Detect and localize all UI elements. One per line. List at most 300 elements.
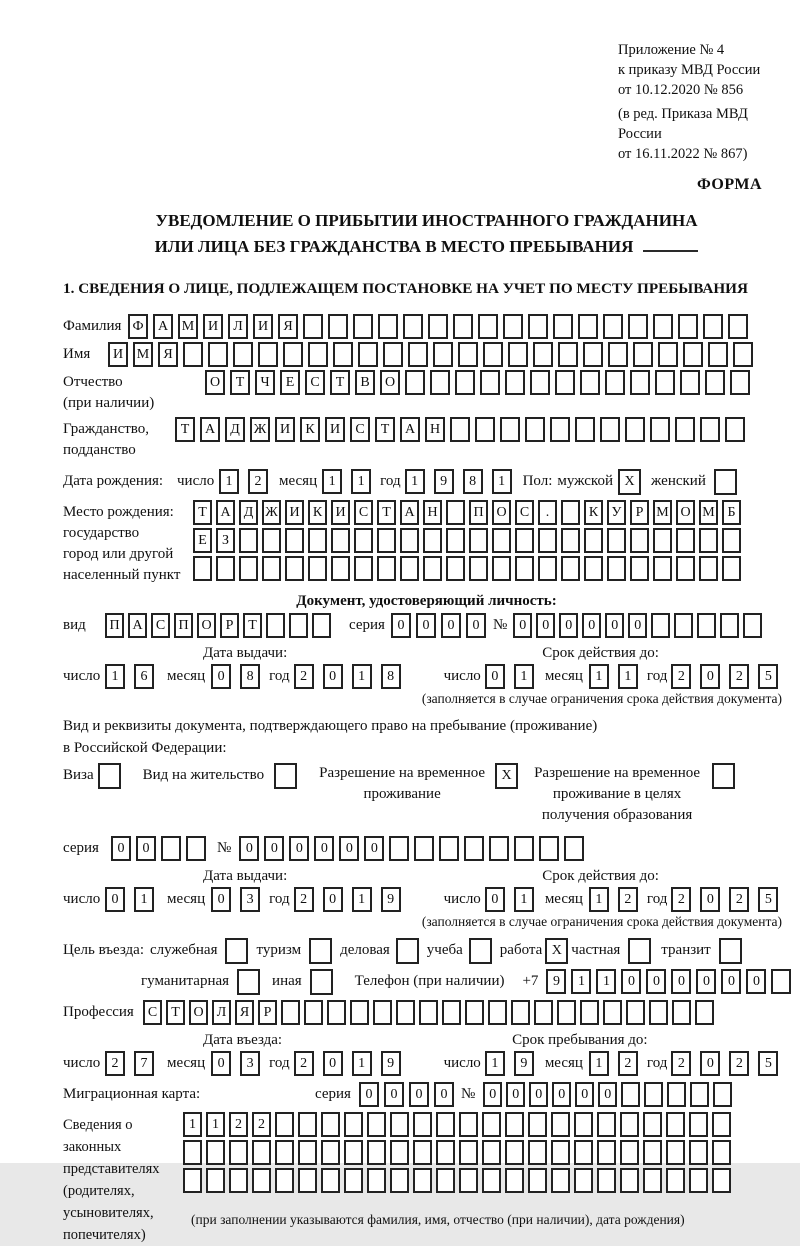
char-cell[interactable]: О xyxy=(205,370,225,395)
char-cell[interactable] xyxy=(534,1000,553,1025)
char-cell[interactable] xyxy=(728,314,748,339)
char-cell[interactable]: 7 xyxy=(134,1051,154,1076)
char-cell[interactable]: 0 xyxy=(575,1082,594,1107)
char-cell[interactable]: 2 xyxy=(671,664,691,689)
char-cell[interactable] xyxy=(281,1000,300,1025)
char-cell[interactable] xyxy=(285,528,304,553)
char-cell[interactable] xyxy=(206,1140,225,1165)
char-cell[interactable] xyxy=(626,1000,645,1025)
char-cell[interactable] xyxy=(538,528,557,553)
char-cell[interactable] xyxy=(551,1168,570,1193)
char-cell[interactable] xyxy=(303,314,323,339)
char-cell[interactable] xyxy=(423,528,442,553)
char-cell[interactable] xyxy=(403,314,423,339)
char-cell[interactable]: И xyxy=(331,500,350,525)
char-cell[interactable]: 1 xyxy=(514,664,534,689)
gender-male-checkbox[interactable]: X xyxy=(618,469,641,495)
char-cell[interactable]: 1 xyxy=(618,664,638,689)
char-cell[interactable]: 6 xyxy=(134,664,154,689)
char-cell[interactable] xyxy=(308,342,328,367)
char-cell[interactable]: Ф xyxy=(128,314,148,339)
char-cell[interactable] xyxy=(558,342,578,367)
entry-option-work-checkbox[interactable]: X xyxy=(545,938,568,964)
char-cell[interactable]: 1 xyxy=(589,887,609,912)
char-cell[interactable]: 1 xyxy=(105,664,125,689)
char-cell[interactable]: 2 xyxy=(105,1051,125,1076)
char-cell[interactable]: 2 xyxy=(671,887,691,912)
char-cell[interactable] xyxy=(705,370,725,395)
char-cell[interactable] xyxy=(561,556,580,581)
char-cell[interactable] xyxy=(699,556,718,581)
char-cell[interactable] xyxy=(708,342,728,367)
char-cell[interactable]: З xyxy=(216,528,235,553)
char-cell[interactable] xyxy=(561,528,580,553)
char-cell[interactable]: 0 xyxy=(339,836,359,861)
char-cell[interactable]: А xyxy=(216,500,235,525)
char-cell[interactable] xyxy=(667,1082,686,1107)
char-cell[interactable] xyxy=(653,556,672,581)
char-cell[interactable] xyxy=(515,528,534,553)
gender-female-checkbox[interactable] xyxy=(714,469,737,495)
entry-option-private-checkbox[interactable] xyxy=(628,938,651,964)
char-cell[interactable] xyxy=(331,528,350,553)
char-cell[interactable] xyxy=(459,1168,478,1193)
char-cell[interactable] xyxy=(643,1140,662,1165)
char-cell[interactable] xyxy=(584,528,603,553)
char-cell[interactable]: О xyxy=(189,1000,208,1025)
char-cell[interactable] xyxy=(630,556,649,581)
char-cell[interactable] xyxy=(689,1168,708,1193)
char-cell[interactable] xyxy=(193,556,212,581)
char-cell[interactable]: К xyxy=(584,500,603,525)
char-cell[interactable] xyxy=(289,613,308,638)
char-cell[interactable]: 0 xyxy=(529,1082,548,1107)
char-cell[interactable] xyxy=(478,314,498,339)
char-cell[interactable]: 0 xyxy=(605,613,624,638)
char-cell[interactable]: 0 xyxy=(696,969,716,994)
char-cell[interactable]: М xyxy=(699,500,718,525)
char-cell[interactable] xyxy=(557,1000,576,1025)
char-cell[interactable]: С xyxy=(354,500,373,525)
char-cell[interactable]: А xyxy=(200,417,220,442)
char-cell[interactable]: 8 xyxy=(240,664,260,689)
char-cell[interactable] xyxy=(505,1168,524,1193)
char-cell[interactable]: 8 xyxy=(463,469,483,494)
char-cell[interactable] xyxy=(304,1000,323,1025)
char-cell[interactable] xyxy=(699,528,718,553)
char-cell[interactable]: 0 xyxy=(485,887,505,912)
char-cell[interactable] xyxy=(396,1000,415,1025)
char-cell[interactable]: 0 xyxy=(483,1082,502,1107)
char-cell[interactable]: Р xyxy=(220,613,239,638)
char-cell[interactable] xyxy=(405,370,425,395)
char-cell[interactable] xyxy=(312,613,331,638)
char-cell[interactable]: К xyxy=(300,417,320,442)
char-cell[interactable]: 2 xyxy=(252,1112,271,1137)
char-cell[interactable] xyxy=(555,370,575,395)
char-cell[interactable] xyxy=(353,314,373,339)
char-cell[interactable]: 1 xyxy=(589,1051,609,1076)
char-cell[interactable] xyxy=(183,342,203,367)
char-cell[interactable] xyxy=(578,314,598,339)
char-cell[interactable] xyxy=(725,417,745,442)
char-cell[interactable] xyxy=(508,342,528,367)
char-cell[interactable] xyxy=(600,417,620,442)
char-cell[interactable]: . xyxy=(538,500,557,525)
char-cell[interactable] xyxy=(400,528,419,553)
char-cell[interactable] xyxy=(400,556,419,581)
char-cell[interactable] xyxy=(453,314,473,339)
char-cell[interactable] xyxy=(298,1168,317,1193)
char-cell[interactable] xyxy=(672,1000,691,1025)
char-cell[interactable]: 9 xyxy=(434,469,454,494)
char-cell[interactable]: Л xyxy=(228,314,248,339)
char-cell[interactable] xyxy=(262,556,281,581)
char-cell[interactable] xyxy=(722,556,741,581)
entry-option-business-checkbox[interactable] xyxy=(396,938,419,964)
char-cell[interactable] xyxy=(206,1168,225,1193)
char-cell[interactable] xyxy=(689,1112,708,1137)
char-cell[interactable] xyxy=(423,556,442,581)
char-cell[interactable] xyxy=(575,417,595,442)
char-cell[interactable] xyxy=(597,1140,616,1165)
char-cell[interactable] xyxy=(308,556,327,581)
char-cell[interactable]: Т xyxy=(166,1000,185,1025)
char-cell[interactable]: 1 xyxy=(206,1112,225,1137)
char-cell[interactable]: 0 xyxy=(314,836,334,861)
char-cell[interactable] xyxy=(333,342,353,367)
char-cell[interactable]: 5 xyxy=(758,887,778,912)
char-cell[interactable] xyxy=(455,370,475,395)
char-cell[interactable] xyxy=(700,417,720,442)
char-cell[interactable] xyxy=(390,1140,409,1165)
char-cell[interactable] xyxy=(505,1112,524,1137)
char-cell[interactable] xyxy=(358,342,378,367)
char-cell[interactable] xyxy=(186,836,206,861)
char-cell[interactable]: 0 xyxy=(552,1082,571,1107)
char-cell[interactable]: Т xyxy=(243,613,262,638)
char-cell[interactable] xyxy=(580,1000,599,1025)
char-cell[interactable] xyxy=(373,1000,392,1025)
char-cell[interactable] xyxy=(649,1000,668,1025)
char-cell[interactable]: П xyxy=(469,500,488,525)
char-cell[interactable] xyxy=(628,314,648,339)
char-cell[interactable] xyxy=(436,1168,455,1193)
char-cell[interactable] xyxy=(697,613,716,638)
char-cell[interactable]: 0 xyxy=(582,613,601,638)
char-cell[interactable] xyxy=(564,836,584,861)
char-cell[interactable]: М xyxy=(133,342,153,367)
char-cell[interactable] xyxy=(428,314,448,339)
char-cell[interactable] xyxy=(442,1000,461,1025)
char-cell[interactable] xyxy=(480,370,500,395)
char-cell[interactable]: И xyxy=(325,417,345,442)
char-cell[interactable] xyxy=(551,1140,570,1165)
char-cell[interactable]: 3 xyxy=(240,1051,260,1076)
char-cell[interactable]: И xyxy=(253,314,273,339)
char-cell[interactable] xyxy=(621,1082,640,1107)
char-cell[interactable] xyxy=(511,1000,530,1025)
char-cell[interactable]: Я xyxy=(158,342,178,367)
char-cell[interactable] xyxy=(712,1112,731,1137)
char-cell[interactable]: Л xyxy=(212,1000,231,1025)
char-cell[interactable] xyxy=(584,556,603,581)
char-cell[interactable] xyxy=(605,370,625,395)
visa-checkbox[interactable] xyxy=(98,763,121,789)
char-cell[interactable] xyxy=(344,1112,363,1137)
char-cell[interactable]: 0 xyxy=(721,969,741,994)
char-cell[interactable] xyxy=(533,342,553,367)
char-cell[interactable] xyxy=(344,1168,363,1193)
char-cell[interactable]: В xyxy=(355,370,375,395)
char-cell[interactable] xyxy=(528,314,548,339)
char-cell[interactable] xyxy=(574,1168,593,1193)
char-cell[interactable] xyxy=(450,417,470,442)
char-cell[interactable]: Я xyxy=(235,1000,254,1025)
char-cell[interactable] xyxy=(675,417,695,442)
char-cell[interactable] xyxy=(308,528,327,553)
char-cell[interactable] xyxy=(262,528,281,553)
char-cell[interactable] xyxy=(625,417,645,442)
char-cell[interactable] xyxy=(655,370,675,395)
char-cell[interactable] xyxy=(389,836,409,861)
char-cell[interactable]: 1 xyxy=(183,1112,202,1137)
char-cell[interactable]: 0 xyxy=(466,613,486,638)
char-cell[interactable] xyxy=(651,613,670,638)
entry-option-other-checkbox[interactable] xyxy=(310,969,333,995)
char-cell[interactable]: Т xyxy=(175,417,195,442)
char-cell[interactable]: Т xyxy=(193,500,212,525)
char-cell[interactable] xyxy=(525,417,545,442)
char-cell[interactable]: 0 xyxy=(559,613,578,638)
char-cell[interactable] xyxy=(430,370,450,395)
char-cell[interactable] xyxy=(378,314,398,339)
char-cell[interactable] xyxy=(298,1112,317,1137)
char-cell[interactable] xyxy=(390,1112,409,1137)
char-cell[interactable] xyxy=(528,1112,547,1137)
char-cell[interactable]: 1 xyxy=(352,887,372,912)
char-cell[interactable]: Ж xyxy=(262,500,281,525)
char-cell[interactable] xyxy=(683,342,703,367)
char-cell[interactable] xyxy=(597,1168,616,1193)
char-cell[interactable] xyxy=(321,1168,340,1193)
char-cell[interactable]: 2 xyxy=(229,1112,248,1137)
char-cell[interactable]: 0 xyxy=(416,613,436,638)
char-cell[interactable] xyxy=(528,1168,547,1193)
char-cell[interactable] xyxy=(603,314,623,339)
char-cell[interactable]: Т xyxy=(230,370,250,395)
char-cell[interactable]: 2 xyxy=(294,1051,314,1076)
char-cell[interactable]: 1 xyxy=(352,664,372,689)
char-cell[interactable]: Р xyxy=(630,500,649,525)
char-cell[interactable] xyxy=(483,342,503,367)
char-cell[interactable]: 0 xyxy=(628,613,647,638)
char-cell[interactable] xyxy=(607,528,626,553)
char-cell[interactable] xyxy=(285,556,304,581)
char-cell[interactable] xyxy=(676,528,695,553)
char-cell[interactable] xyxy=(239,556,258,581)
char-cell[interactable]: И xyxy=(285,500,304,525)
char-cell[interactable] xyxy=(377,528,396,553)
char-cell[interactable] xyxy=(538,556,557,581)
char-cell[interactable]: 2 xyxy=(248,469,268,494)
char-cell[interactable] xyxy=(528,1140,547,1165)
char-cell[interactable] xyxy=(505,370,525,395)
char-cell[interactable] xyxy=(620,1140,639,1165)
char-cell[interactable] xyxy=(650,417,670,442)
char-cell[interactable]: Н xyxy=(423,500,442,525)
char-cell[interactable] xyxy=(580,370,600,395)
char-cell[interactable] xyxy=(607,556,626,581)
char-cell[interactable]: 0 xyxy=(364,836,384,861)
char-cell[interactable] xyxy=(690,1082,709,1107)
char-cell[interactable] xyxy=(550,417,570,442)
char-cell[interactable] xyxy=(321,1112,340,1137)
char-cell[interactable]: Д xyxy=(225,417,245,442)
char-cell[interactable] xyxy=(331,556,350,581)
char-cell[interactable]: С xyxy=(515,500,534,525)
char-cell[interactable]: М xyxy=(178,314,198,339)
char-cell[interactable] xyxy=(436,1140,455,1165)
char-cell[interactable] xyxy=(414,836,434,861)
char-cell[interactable] xyxy=(653,528,672,553)
char-cell[interactable] xyxy=(492,528,511,553)
char-cell[interactable]: 0 xyxy=(384,1082,404,1107)
char-cell[interactable]: 0 xyxy=(239,836,259,861)
char-cell[interactable] xyxy=(413,1140,432,1165)
char-cell[interactable] xyxy=(419,1000,438,1025)
char-cell[interactable]: 0 xyxy=(536,613,555,638)
char-cell[interactable] xyxy=(722,528,741,553)
char-cell[interactable]: У xyxy=(607,500,626,525)
char-cell[interactable] xyxy=(597,1112,616,1137)
char-cell[interactable]: 0 xyxy=(323,664,343,689)
char-cell[interactable]: 2 xyxy=(294,887,314,912)
char-cell[interactable] xyxy=(216,556,235,581)
char-cell[interactable]: 0 xyxy=(441,613,461,638)
char-cell[interactable]: 0 xyxy=(513,613,532,638)
char-cell[interactable] xyxy=(492,556,511,581)
char-cell[interactable]: 0 xyxy=(700,664,720,689)
char-cell[interactable]: 1 xyxy=(514,887,534,912)
char-cell[interactable] xyxy=(530,370,550,395)
char-cell[interactable]: Т xyxy=(330,370,350,395)
entry-option-official-checkbox[interactable] xyxy=(225,938,248,964)
char-cell[interactable] xyxy=(500,417,520,442)
char-cell[interactable] xyxy=(666,1168,685,1193)
char-cell[interactable] xyxy=(459,1112,478,1137)
char-cell[interactable]: 2 xyxy=(618,1051,638,1076)
char-cell[interactable]: 0 xyxy=(700,887,720,912)
char-cell[interactable] xyxy=(161,836,181,861)
char-cell[interactable] xyxy=(689,1140,708,1165)
char-cell[interactable]: 0 xyxy=(646,969,666,994)
char-cell[interactable] xyxy=(446,556,465,581)
char-cell[interactable]: Р xyxy=(258,1000,277,1025)
char-cell[interactable]: О xyxy=(197,613,216,638)
char-cell[interactable]: 2 xyxy=(729,1051,749,1076)
char-cell[interactable] xyxy=(458,342,478,367)
char-cell[interactable] xyxy=(283,342,303,367)
char-cell[interactable]: Ж xyxy=(250,417,270,442)
char-cell[interactable]: 3 xyxy=(240,887,260,912)
char-cell[interactable] xyxy=(574,1140,593,1165)
char-cell[interactable]: 2 xyxy=(729,664,749,689)
char-cell[interactable]: 0 xyxy=(323,1051,343,1076)
char-cell[interactable]: А xyxy=(400,500,419,525)
char-cell[interactable] xyxy=(436,1112,455,1137)
char-cell[interactable] xyxy=(390,1168,409,1193)
char-cell[interactable] xyxy=(666,1112,685,1137)
char-cell[interactable]: 0 xyxy=(359,1082,379,1107)
char-cell[interactable]: 0 xyxy=(105,887,125,912)
char-cell[interactable] xyxy=(459,1140,478,1165)
char-cell[interactable] xyxy=(266,613,285,638)
char-cell[interactable] xyxy=(367,1112,386,1137)
char-cell[interactable]: 0 xyxy=(700,1051,720,1076)
char-cell[interactable] xyxy=(413,1168,432,1193)
char-cell[interactable]: 5 xyxy=(758,664,778,689)
char-cell[interactable] xyxy=(712,1168,731,1193)
char-cell[interactable]: С xyxy=(305,370,325,395)
char-cell[interactable]: 1 xyxy=(322,469,342,494)
char-cell[interactable] xyxy=(644,1082,663,1107)
char-cell[interactable] xyxy=(633,342,653,367)
char-cell[interactable]: Т xyxy=(377,500,396,525)
char-cell[interactable]: 1 xyxy=(134,887,154,912)
char-cell[interactable] xyxy=(354,528,373,553)
char-cell[interactable] xyxy=(653,314,673,339)
char-cell[interactable]: 1 xyxy=(492,469,512,494)
char-cell[interactable] xyxy=(446,528,465,553)
char-cell[interactable]: Б xyxy=(722,500,741,525)
char-cell[interactable]: 0 xyxy=(136,836,156,861)
char-cell[interactable]: О xyxy=(676,500,695,525)
char-cell[interactable] xyxy=(183,1140,202,1165)
char-cell[interactable] xyxy=(583,342,603,367)
char-cell[interactable]: 0 xyxy=(485,664,505,689)
entry-option-transit-checkbox[interactable] xyxy=(719,938,742,964)
temp-residence-checkbox[interactable]: X xyxy=(495,763,518,789)
char-cell[interactable] xyxy=(680,370,700,395)
char-cell[interactable] xyxy=(574,1112,593,1137)
char-cell[interactable]: 2 xyxy=(729,887,749,912)
entry-option-humanitarian-checkbox[interactable] xyxy=(237,969,260,995)
char-cell[interactable]: 0 xyxy=(211,664,231,689)
char-cell[interactable] xyxy=(720,613,739,638)
char-cell[interactable]: 2 xyxy=(618,887,638,912)
residence-permit-checkbox[interactable] xyxy=(274,763,297,789)
char-cell[interactable] xyxy=(603,1000,622,1025)
char-cell[interactable]: 1 xyxy=(589,664,609,689)
char-cell[interactable]: 9 xyxy=(546,969,566,994)
char-cell[interactable]: 1 xyxy=(352,1051,372,1076)
char-cell[interactable] xyxy=(233,342,253,367)
char-cell[interactable]: Е xyxy=(193,528,212,553)
char-cell[interactable] xyxy=(488,1000,507,1025)
char-cell[interactable] xyxy=(713,1082,732,1107)
char-cell[interactable]: Н xyxy=(425,417,445,442)
char-cell[interactable]: И xyxy=(275,417,295,442)
char-cell[interactable] xyxy=(239,528,258,553)
char-cell[interactable]: Д xyxy=(239,500,258,525)
char-cell[interactable]: Т xyxy=(375,417,395,442)
char-cell[interactable]: 0 xyxy=(264,836,284,861)
char-cell[interactable]: 2 xyxy=(294,664,314,689)
char-cell[interactable] xyxy=(608,342,628,367)
char-cell[interactable] xyxy=(505,1140,524,1165)
char-cell[interactable] xyxy=(678,314,698,339)
